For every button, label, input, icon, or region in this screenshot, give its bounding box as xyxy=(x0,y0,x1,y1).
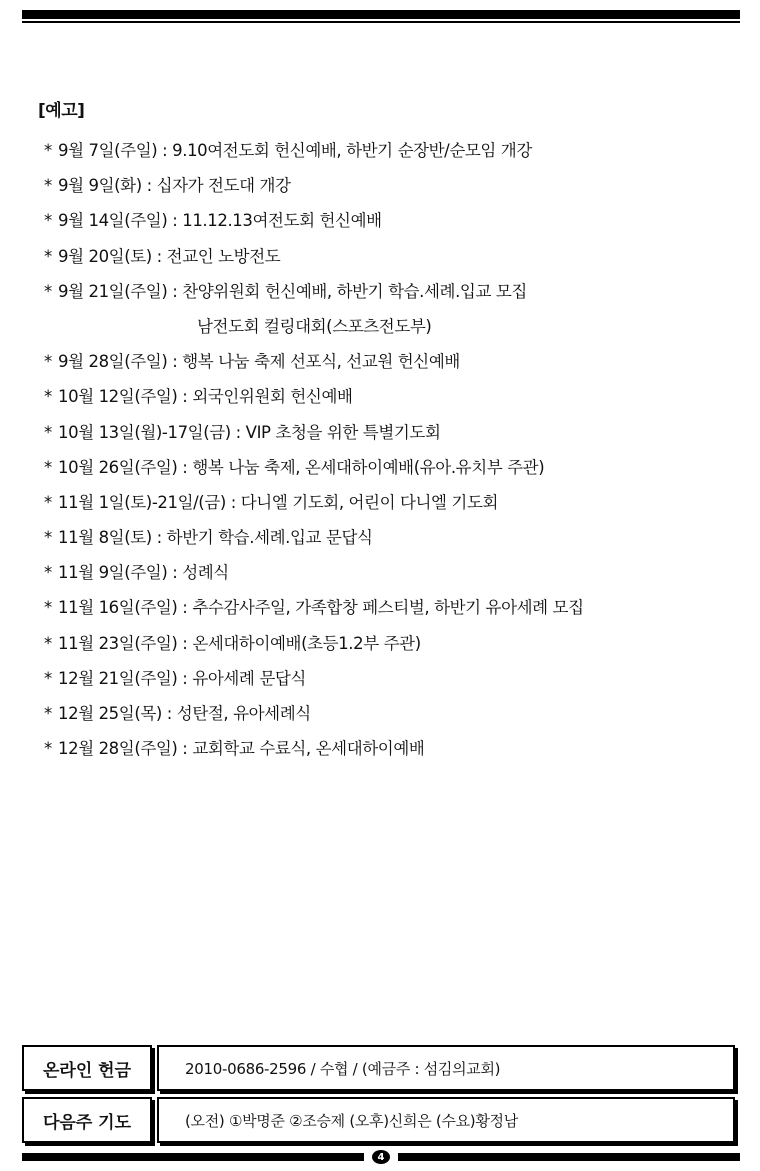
notice-text: 12월 25일(목) : 성탄절, 유아세례식 xyxy=(58,704,311,723)
notice-bullet: * xyxy=(44,457,52,477)
notice-text: 10월 26일(주일) : 행복 나눔 축제, 온세대하이예배(유아.유치부 주관) xyxy=(58,457,545,477)
notice-bullet: * xyxy=(44,281,52,301)
notice-bullet: * xyxy=(44,387,52,407)
notice-item xyxy=(44,456,734,491)
notice-text: 11월 1일(토)-21일/(금) : 다니엘 기도회, 어린이 다니엘 기도회 xyxy=(58,492,499,512)
notice-item xyxy=(44,315,734,350)
notice-item xyxy=(44,596,734,631)
notice-bullet: * xyxy=(44,352,52,372)
notice-text: 12월 21일(주일) : 유아세례 문답식 xyxy=(58,668,306,688)
notice-item xyxy=(44,667,734,702)
notice-text: 12월 28일(주일) : 교회학교 수료식, 온세대하이예배 xyxy=(58,739,425,759)
notice-text: 11월 23일(주일) : 온세대하이예배(초등1.2부 주관) xyxy=(58,633,421,653)
notice-bullet: * xyxy=(44,528,52,548)
notice-item xyxy=(44,632,734,667)
notice-text: 9월 20일(토) : 전교인 노방전도 xyxy=(58,246,281,266)
notice-bullet: * xyxy=(44,633,52,653)
notice-bullet: * xyxy=(44,739,52,759)
bottom-divider-right xyxy=(398,1153,740,1161)
notice-text: 9월 9일(화) : 십자가 전도대 개강 xyxy=(58,176,291,196)
notice-item xyxy=(44,561,734,596)
bottom-divider xyxy=(22,1150,740,1164)
notice-bullet: * xyxy=(44,563,52,583)
notice-text: 11월 9일(주일) : 성례식 xyxy=(58,563,229,583)
notice-list xyxy=(44,139,734,772)
notice-text: 11월 16일(주일) : 추수감사주일, 가족합창 페스티벌, 하반기 유아세례 모집 xyxy=(58,598,584,618)
notice-text: 9월 21일(주일) : 찬양위원회 헌신예배, 하반기 학습.세례.입교 모집 xyxy=(58,281,527,301)
notice-item xyxy=(44,702,734,737)
notice-text: 10월 13일(월)-17일(금) : VIP 초청을 위한 특별기도회 xyxy=(58,422,441,442)
top-divider xyxy=(22,10,740,19)
notice-bullet: * xyxy=(44,704,52,723)
notice-item xyxy=(44,491,734,526)
notice-text: 10월 12일(주일) : 외국인위원회 헌신예배 xyxy=(58,387,353,407)
bottom-divider-left xyxy=(22,1153,364,1161)
notice-item xyxy=(44,209,734,244)
notice-text: 11월 8일(토) : 하반기 학습.세례.입교 문답식 xyxy=(58,528,373,548)
notice-bullet: * xyxy=(44,141,52,160)
section-title: [예고] xyxy=(38,101,85,121)
notice-bullet: * xyxy=(44,422,52,442)
notice-bullet: * xyxy=(44,492,52,512)
notice-text: 9월 28일(주일) : 행복 나눔 축제 선포식, 선교원 헌신예배 xyxy=(58,352,460,372)
offering-account: 2010-0686-2596 / 수협 / (예금주 : 섬김의교회) xyxy=(157,1045,735,1091)
notice-text: 9월 14일(주일) : 11.12.13여전도회 헌신예배 xyxy=(58,211,382,231)
notice-item xyxy=(44,139,734,174)
prayer-box xyxy=(22,1097,738,1143)
offering-label: 온라인 헌금 xyxy=(22,1045,152,1091)
prayer-label: 다음주 기도 xyxy=(22,1097,152,1143)
notice-text: 9월 7일(주일) : 9.10여전도회 헌신예배, 하반기 순장반/순모임 개강 xyxy=(58,141,532,160)
notice-text: 남전도회 컬링대회(스포츠전도부) xyxy=(197,316,432,336)
notice-bullet: * xyxy=(44,668,52,688)
notice-bullet: * xyxy=(44,246,52,266)
notice-bullet: * xyxy=(44,211,52,231)
notice-bullet: * xyxy=(44,598,52,618)
notice-item xyxy=(44,280,734,315)
notice-item xyxy=(44,245,734,280)
offering-box xyxy=(22,1045,738,1091)
notice-item xyxy=(44,737,734,772)
notice-bullet: * xyxy=(44,176,52,196)
notice-item xyxy=(44,350,734,385)
prayer-names: (오전) ①박명준 ②조승제 (오후)신희은 (수요)황정남 xyxy=(157,1097,735,1143)
notice-item xyxy=(44,385,734,420)
notice-item xyxy=(44,174,734,209)
notice-item xyxy=(44,421,734,456)
page-number: 4 xyxy=(372,1150,390,1164)
notice-item xyxy=(44,526,734,561)
